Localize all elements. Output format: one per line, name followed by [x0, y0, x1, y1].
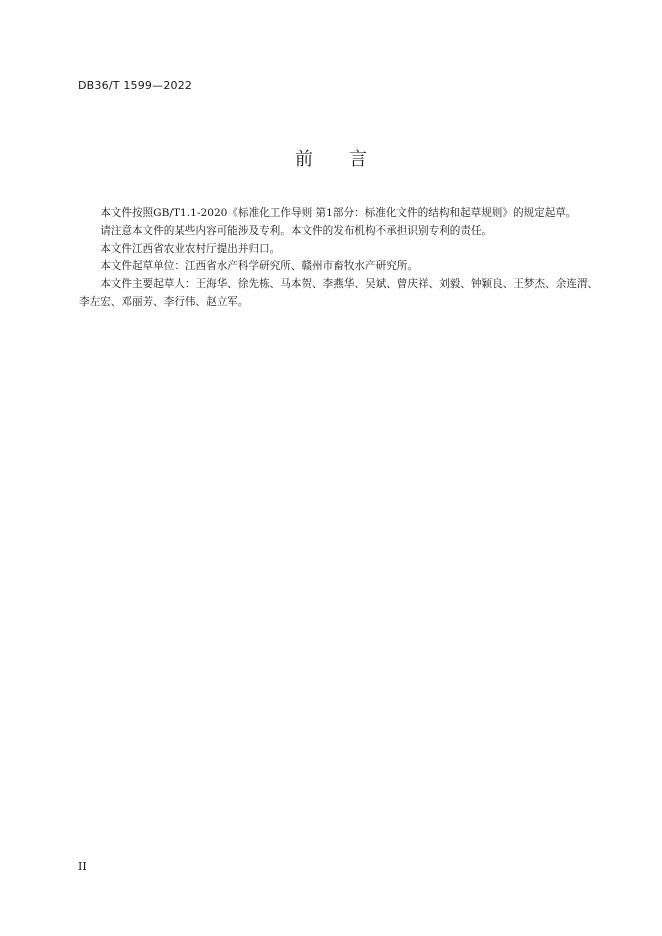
paragraph-drafters: 本文件主要起草人：王海华、徐先栋、马本贺、李燕华、吴斌、曾庆祥、刘毅、钟颖良、王梦杰、余连渭、李左宏、邓丽芳、李行伟、赵立军。	[79, 278, 599, 308]
paragraph-proposer: 本文件江西省农业农村厅提出并归口。	[100, 242, 281, 255]
foreword-body	[79, 205, 599, 312]
paragraph-patent-notice: 请注意本文件的某些内容可能涉及专利。本文件的发布机构不承担识别专利的责任。	[100, 224, 493, 237]
title-char-2: 言	[349, 149, 367, 170]
page-title	[0, 148, 662, 172]
standard-code-header: DB36/T 1599—2022	[78, 79, 193, 92]
paragraph-drafting-rules: 本文件按照GB/T1.1-2020《标准化工作导则 第1部分：标准化文件的结构和起草规则》的规定起草。	[100, 207, 577, 219]
title-char-1: 前	[295, 149, 313, 170]
page-number: II	[78, 860, 87, 873]
paragraph-drafting-units: 本文件起草单位：江西省水产科学研究所、赣州市畜牧水产研究所。	[100, 260, 418, 273]
